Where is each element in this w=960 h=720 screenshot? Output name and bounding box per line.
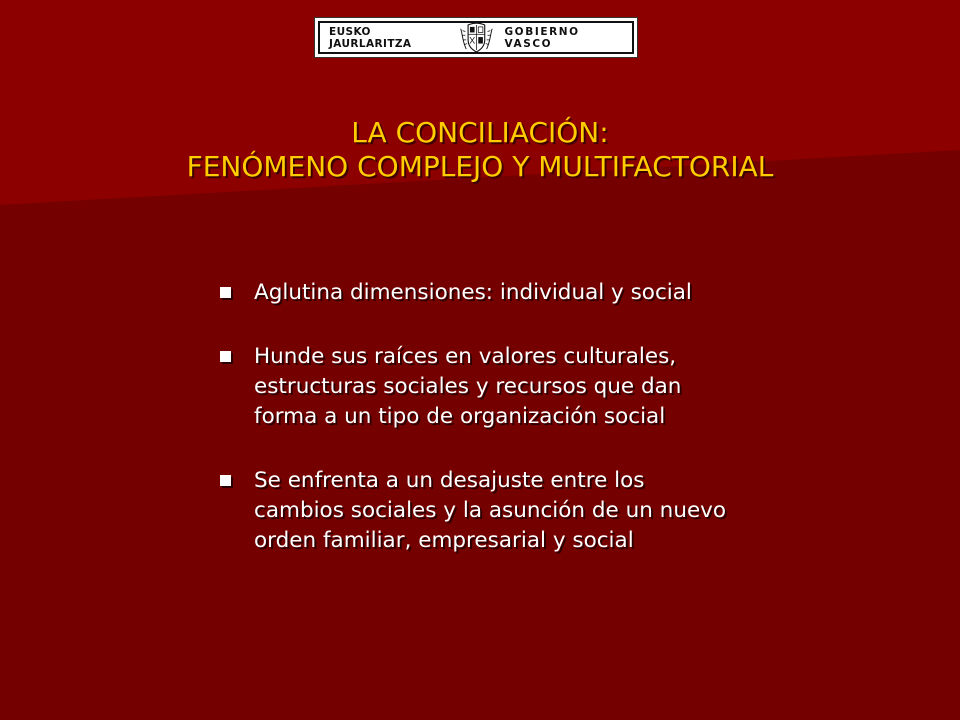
square-bullet-icon bbox=[220, 351, 231, 362]
bullet-text-line: orden familiar, empresarial y social bbox=[254, 528, 634, 553]
square-bullet-icon bbox=[220, 287, 231, 298]
government-logo bbox=[314, 17, 638, 58]
bullet-item bbox=[220, 278, 780, 308]
title-line-1: LA CONCILIACIÓN: bbox=[351, 116, 609, 149]
bullet-text-line: forma a un tipo de organización social bbox=[254, 404, 666, 429]
square-bullet-icon bbox=[220, 475, 231, 486]
bullet-item bbox=[220, 466, 780, 556]
coat-of-arms-icon bbox=[457, 20, 496, 56]
bullet-text-line: Aglutina dimensiones: individual y social bbox=[254, 280, 692, 305]
title-line-2: FENÓMENO COMPLEJO Y MULTIFACTORIAL bbox=[186, 150, 774, 183]
bullet-text-line: Se enfrenta a un desajuste entre los bbox=[254, 468, 645, 493]
bullet-item bbox=[220, 342, 780, 432]
bullet-text-line: Hunde sus raíces en valores culturales, bbox=[254, 344, 677, 369]
bullet-text-line: estructuras sociales y recursos que dan bbox=[254, 374, 682, 399]
bullet-text-line: cambios sociales y la asunción de un nuevo bbox=[254, 498, 727, 523]
slide-title bbox=[0, 116, 960, 184]
bullet-list bbox=[220, 278, 780, 590]
logo-right-text: GOBIERNO VASCO bbox=[504, 25, 580, 50]
logo-left-text: EUSKO JAURLARITZA bbox=[329, 25, 412, 50]
